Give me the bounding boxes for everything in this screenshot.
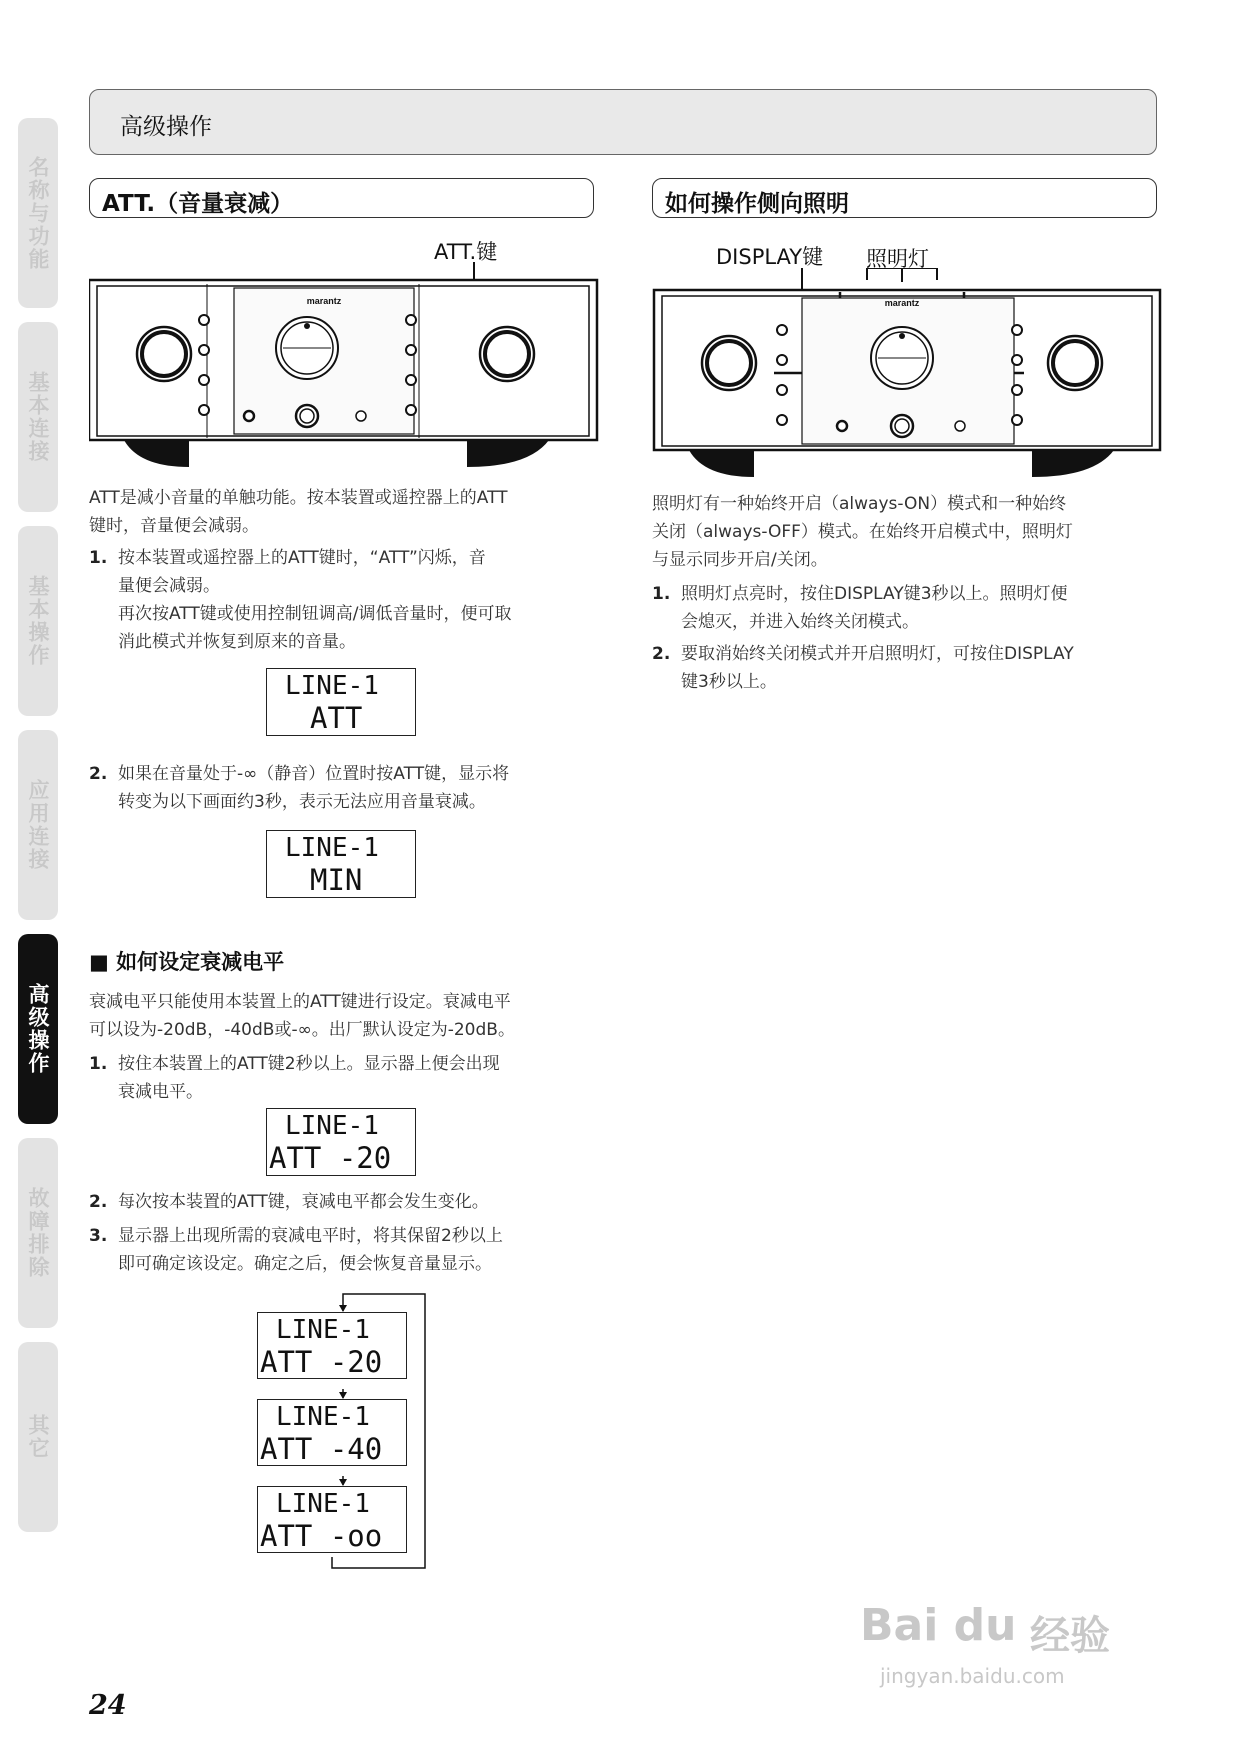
lighting-intro-line-2: 关闭（always-OFF）模式。在始终开启模式中，照明灯 <box>652 522 1073 542</box>
att-intro-line-1: ATT是减小音量的单触功能。按本装置或遥控器上的ATT <box>89 488 508 508</box>
lighting-step-2: 2. 要取消始终关闭模式并开启照明灯，可按住DISPLAY 键3秒以上。 <box>652 644 1074 692</box>
watermark-url: jingyan.baidu.com <box>880 1664 1065 1688</box>
side-tab-troubleshooting[interactable]: 故障排除 <box>18 1138 58 1328</box>
amplifier-front-illustration-att <box>89 262 599 474</box>
side-tab-app-connection[interactable]: 应用连接 <box>18 730 58 920</box>
att-level-heading: ■ 如何设定衰减电平 <box>89 950 285 974</box>
left-foot <box>124 440 189 467</box>
lcd-cycle-att-inf: LINE-1 ATT -oo <box>257 1486 407 1553</box>
att-section-heading: ATT.（音量衰减） <box>89 178 594 218</box>
lighting-section-heading: 如何操作侧向照明 <box>652 178 1157 218</box>
section-header-bar <box>89 89 1157 155</box>
lighting-step-1: 1. 照明灯点亮时，按住DISPLAY键3秒以上。照明灯便 会熄灭，并进入始终关闭模式。 <box>652 584 1068 632</box>
att-key-button <box>406 315 416 325</box>
att-step-2: 2. 如果在音量处于-∞（静音）位置时按ATT键，显示将 转变为以下画面约3秒，表示无法应用音量衰减。 <box>89 764 510 812</box>
att-step-1: 1. 按本装置或遥控器上的ATT键时，“ATT”闪烁，音 量便会减弱。 再次按ATT键或使用控制钮调高/调低音量时，便可取 消此模式并恢复到原来的音量。 <box>89 548 512 652</box>
att-key-label: ATT.键 <box>434 240 498 264</box>
att-level-step-3: 3. 显示器上出现所需的衰减电平时，将其保留2秒以上 即可确定该设定。确定之后，便会恢复音量显示。 <box>89 1226 503 1274</box>
amplifier-front-illustration-lighting <box>652 268 1162 482</box>
att-level-intro-line-1: 衰减电平只能使用本装置上的ATT键进行设定。衰减电平 <box>89 992 511 1012</box>
lighting-intro-line-3: 与显示同步开启/关闭。 <box>652 550 828 570</box>
lcd-cycle-att-40: LINE-1 ATT -40 <box>257 1399 407 1466</box>
display-key-label: DISPLAY键 <box>716 245 824 269</box>
side-tab-basic-operation[interactable]: 基本操作 <box>18 526 58 716</box>
side-tab-others[interactable]: 其它 <box>18 1342 58 1532</box>
att-level-step-2: 2. 每次按本装置的ATT键，衰减电平都会发生变化。 <box>89 1192 489 1212</box>
watermark-cn: 经验 <box>1030 1613 1110 1659</box>
side-tab-names[interactable]: 名称与功能 <box>18 118 58 308</box>
phones-jack <box>244 411 254 421</box>
amp-brand-logo: marantz <box>306 296 342 306</box>
illumination-label: 照明灯 <box>866 247 929 271</box>
page-number: 24 <box>89 1690 127 1721</box>
lcd-att-20: LINE-1 ATT -20 <box>266 1108 416 1176</box>
display-key-button <box>777 325 787 335</box>
lcd-att: LINE-1 ATT <box>266 668 416 736</box>
att-level-step-1: 1. 按住本装置上的ATT键2秒以上。显示器上便会出现 衰减电平。 <box>89 1054 500 1102</box>
baidu-watermark <box>860 1560 1200 1690</box>
side-tab-advanced-operation[interactable]: 高级操作 <box>18 934 58 1124</box>
lcd-min: LINE-1 MIN <box>266 830 416 898</box>
page-title: 高级操作 <box>120 114 212 140</box>
amp-brand-logo-2: marantz <box>884 298 920 308</box>
att-level-intro-line-2: 可以设为-20dB，-40dB或-∞。出厂默认设定为-20dB。 <box>89 1020 515 1040</box>
side-tab-basic-connection[interactable]: 基本连接 <box>18 322 58 512</box>
lighting-intro-line-1: 照明灯有一种始终开启（always-ON）模式和一种始终 <box>652 494 1067 514</box>
right-foot <box>467 440 549 467</box>
lcd-cycle-att-20: LINE-1 ATT -20 <box>257 1312 407 1379</box>
att-intro-line-2: 键时，音量便会减弱。 <box>89 516 259 536</box>
watermark-brand: Bai du <box>860 1600 1017 1651</box>
